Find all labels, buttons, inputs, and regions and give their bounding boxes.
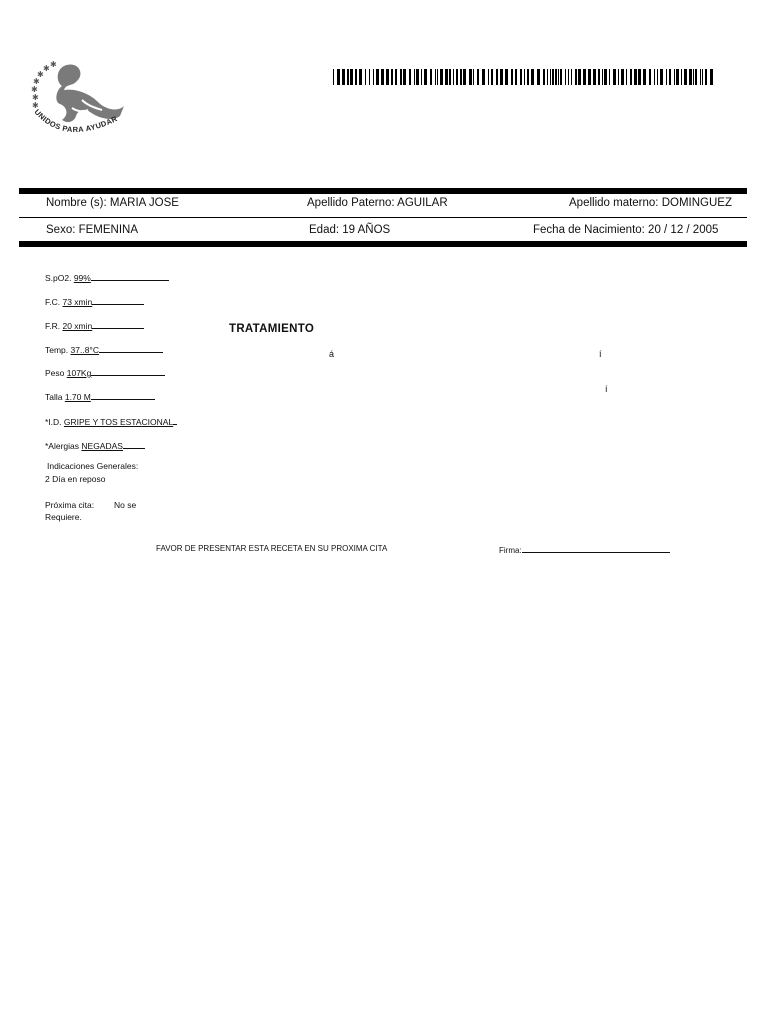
header-top-rule <box>19 188 747 194</box>
barcode-bar <box>693 69 694 85</box>
barcode-bar <box>333 69 334 85</box>
vital-weight-value: 107Kg <box>66 368 92 378</box>
barcode-bar <box>588 69 591 85</box>
barcode-bar <box>456 69 458 85</box>
barcode-bar <box>555 69 557 85</box>
clinic-logo <box>26 60 136 146</box>
barcode-bar <box>593 69 596 85</box>
barcode-bar <box>395 69 397 85</box>
svg-text:✱: ✱ <box>33 77 40 86</box>
treatment-glyph-i-2: í <box>605 384 608 394</box>
treatment-glyph-a: á <box>329 349 335 359</box>
patient-maternal-surname: Apellido materno: DOMINGUEZ <box>569 197 732 209</box>
barcode-bar <box>705 69 707 85</box>
vital-resp-rate: F.R. 20 xmin <box>45 320 144 331</box>
barcode-bar <box>365 69 366 85</box>
barcode-bar <box>695 69 697 85</box>
barcode-bar <box>552 69 554 85</box>
treatment-title: TRATAMIENTO <box>229 323 315 335</box>
svg-text:✱: ✱ <box>32 93 39 102</box>
barcode-bar <box>700 69 701 85</box>
vital-weight: Peso 107Kg <box>45 367 165 378</box>
barcode-bar <box>386 69 389 85</box>
barcode-bar <box>414 69 415 85</box>
barcode-bar <box>626 69 627 85</box>
barcode-bar <box>602 69 603 85</box>
barcode-bar <box>560 69 562 85</box>
barcode-bar <box>482 69 485 85</box>
barcode-bar <box>424 69 427 85</box>
general-indications-title: Indicaciones Generales: <box>47 461 139 471</box>
barcode-bar <box>666 69 667 85</box>
barcode-bar <box>634 69 637 85</box>
barcode-bar <box>684 69 687 85</box>
vital-temperature-value: 37..8°C <box>70 345 99 355</box>
barcode-bar <box>630 69 632 85</box>
barcode-bar <box>403 69 406 85</box>
barcode-bar <box>527 69 529 85</box>
barcode-bar <box>350 69 353 85</box>
barcode-bar <box>435 69 436 85</box>
barcode-bar <box>416 69 419 85</box>
patient-age: Edad: 19 AÑOS <box>309 224 391 236</box>
header-mid-rule <box>19 217 747 218</box>
barcode-bar <box>689 69 692 85</box>
barcode-bar <box>337 69 340 85</box>
next-appointment-label: Próxima cita: <box>45 500 95 510</box>
barcode-bar <box>578 69 581 85</box>
vital-resp-rate-value: 20 xmin <box>62 321 93 331</box>
barcode-bar <box>369 69 370 85</box>
barcode-bar <box>488 69 489 85</box>
barcode-bar <box>643 69 646 85</box>
barcode-bar <box>496 69 498 85</box>
barcode-bar <box>571 69 572 85</box>
barcode-bar <box>359 69 362 85</box>
barcode-bar <box>500 69 503 85</box>
svg-text:✱: ✱ <box>32 101 39 110</box>
logo-text: UNIDOS PARA AYUDAR <box>32 107 119 135</box>
barcode-bar <box>515 69 517 85</box>
next-appointment-value-cont: Requiere. <box>45 512 82 522</box>
barcode-bar <box>638 69 641 85</box>
barcode-bar <box>347 69 349 85</box>
barcode-bar <box>657 69 658 85</box>
barcode-bar <box>575 69 577 85</box>
barcode-bar <box>649 69 651 85</box>
patient-birthdate: Fecha de Nacimiento: 20 / 12 / 2005 <box>533 224 719 236</box>
barcode-bar <box>355 69 357 85</box>
barcode-bar <box>400 69 402 85</box>
barcode-bar <box>463 69 466 85</box>
barcode-bar <box>409 69 411 85</box>
allergies-value: NEGADAS <box>81 441 123 451</box>
patient-sex: Sexo: FEMENINA <box>46 224 139 236</box>
barcode-bar <box>391 69 393 85</box>
barcode-bar <box>543 69 545 85</box>
svg-text:✱: ✱ <box>37 70 44 79</box>
barcode-bar <box>445 69 448 85</box>
vital-spo2: S.pO2. 99% <box>45 272 169 283</box>
vital-height-value: 1.70 M <box>64 392 91 402</box>
header-bottom-rule <box>19 241 747 247</box>
barcode-bar <box>654 69 655 85</box>
barcode-bar <box>558 69 559 85</box>
barcode-bar <box>669 69 671 85</box>
barcode-bar <box>505 69 508 85</box>
barcode-bar <box>613 69 616 85</box>
barcode-bar <box>477 69 479 85</box>
barcode-bar <box>583 69 586 85</box>
barcode-bar <box>660 69 663 85</box>
logo-figure <box>56 65 124 123</box>
barcode-bar <box>373 69 374 85</box>
allergies: *Alergias NEGADAS <box>45 440 145 451</box>
svg-text:✱: ✱ <box>50 60 57 69</box>
diagnosis-id: *I.D. GRIPE Y TOS ESTACIONAL <box>45 416 177 427</box>
barcode-bar <box>604 69 607 85</box>
barcode-bar <box>550 69 551 85</box>
vital-temperature: Temp. 37..8°C <box>45 344 163 355</box>
vital-spo2-value: 99% <box>73 273 91 283</box>
barcode-bar <box>381 69 384 85</box>
barcode-bar <box>421 69 422 85</box>
barcode-bar <box>460 69 462 85</box>
barcode-bar <box>469 69 472 85</box>
barcode-bar <box>547 69 548 85</box>
barcode-bar <box>598 69 600 85</box>
barcode-bar <box>342 69 345 85</box>
barcode-bar <box>676 69 679 85</box>
vital-height: Talla 1.70 M <box>45 391 155 402</box>
treatment-glyph-i: í <box>599 349 602 359</box>
footer-note: FAVOR DE PRESENTAR ESTA RECETA EN SU PROXIMA CITA <box>156 544 388 553</box>
barcode-bar <box>674 69 675 85</box>
barcode-bar <box>618 69 619 85</box>
barcode <box>333 69 717 85</box>
barcode-bar <box>681 69 682 85</box>
barcode-bar <box>437 69 438 85</box>
barcode-bar <box>531 69 534 85</box>
barcode-bar <box>449 69 451 85</box>
signature-line <box>499 544 670 555</box>
barcode-bar <box>430 69 432 85</box>
barcode-bar <box>621 69 624 85</box>
general-indications-text: 2 Día en reposo <box>45 474 106 484</box>
barcode-bar <box>537 69 540 85</box>
barcode-bar <box>710 69 713 85</box>
barcode-bar <box>453 69 454 85</box>
barcode-bar <box>473 69 474 85</box>
barcode-bar <box>511 69 513 85</box>
vital-heart-rate: F.C. 73 xmin <box>45 296 144 307</box>
barcode-bar <box>609 69 610 85</box>
barcode-bar <box>565 69 566 85</box>
svg-text:✱: ✱ <box>31 85 38 94</box>
barcode-bar <box>520 69 522 85</box>
barcode-bar <box>568 69 569 85</box>
logo-stars <box>31 60 57 110</box>
svg-text:✱: ✱ <box>43 64 50 73</box>
barcode-bar <box>702 69 703 85</box>
patient-paternal-surname: Apellido Paterno: AGUILAR <box>307 197 448 209</box>
barcode-bar <box>524 69 525 85</box>
vital-heart-rate-value: 73 xmin <box>62 297 93 307</box>
patient-name: Nombre (s): MARIA JOSE <box>46 197 179 209</box>
next-appointment-value: No se <box>114 500 137 510</box>
barcode-bar <box>440 69 443 85</box>
signature-label: Firma: <box>499 546 522 555</box>
barcode-bar <box>376 69 379 85</box>
barcode-bar <box>491 69 493 85</box>
diagnosis-id-value: GRIPE Y TOS ESTACIONAL <box>63 417 174 427</box>
